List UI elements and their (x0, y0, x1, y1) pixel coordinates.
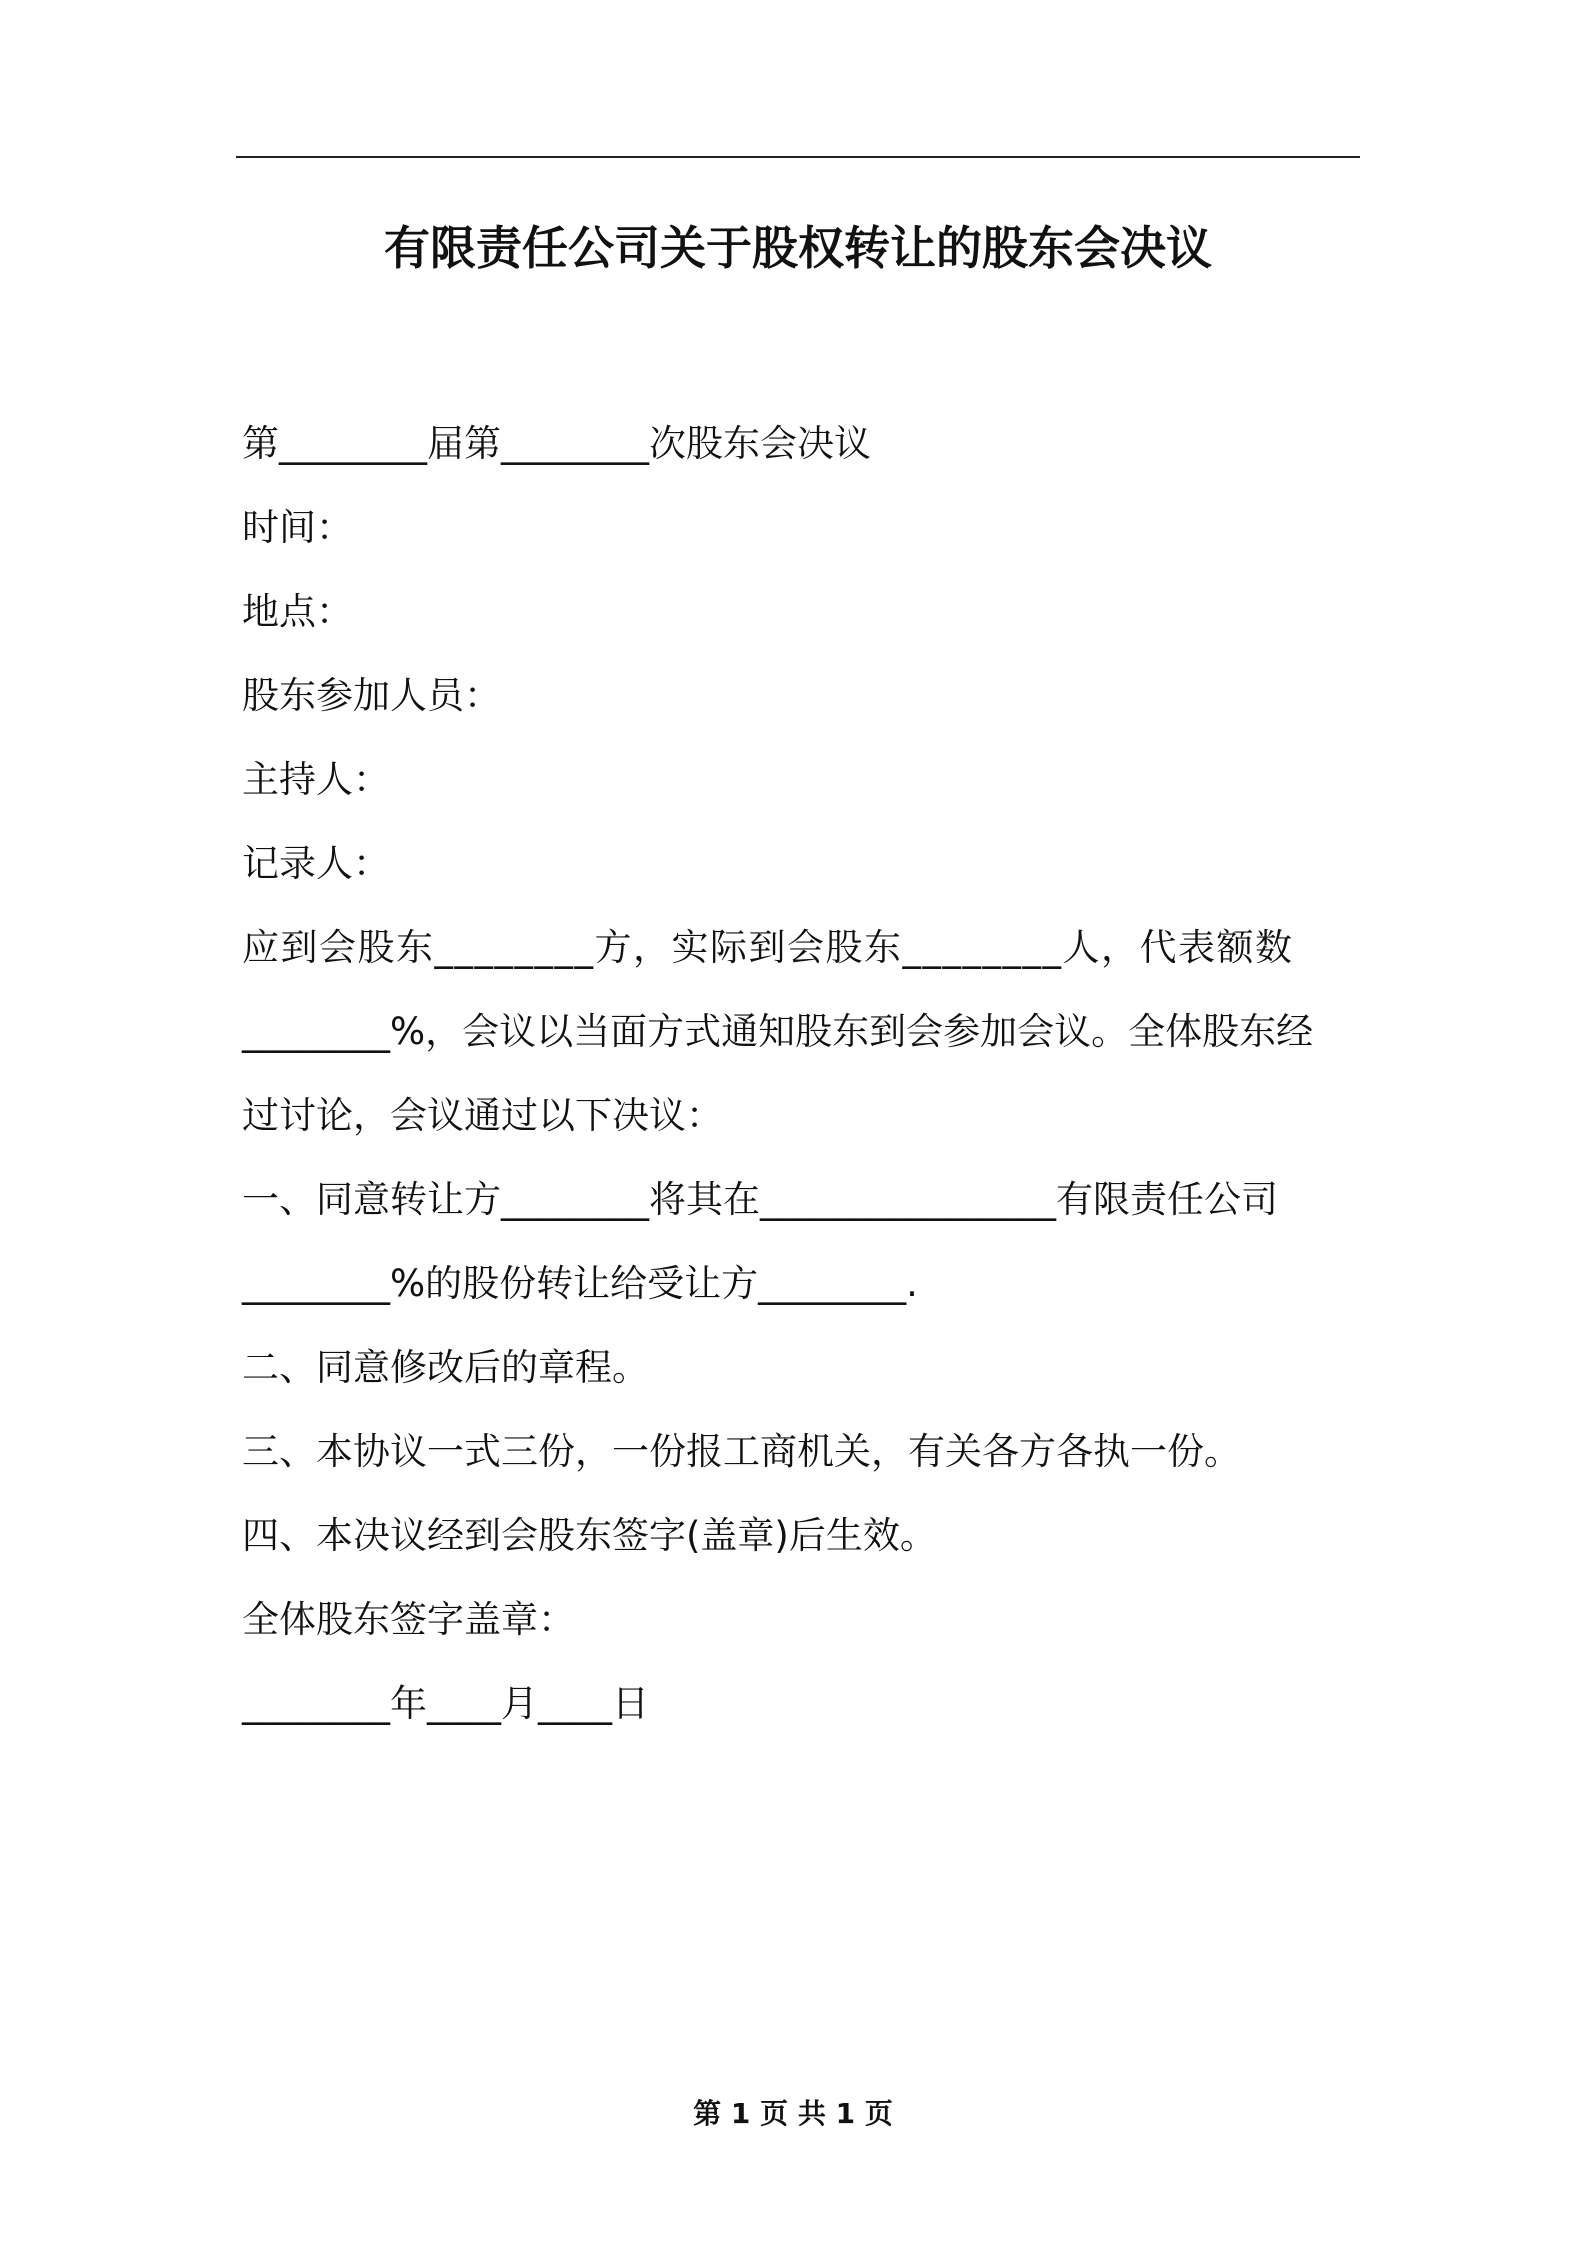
session-line: 第________届第________次股东会决议 (242, 422, 871, 465)
resolution-4: 四、本决议经到会股东签字(盖章)后生效。 (242, 1514, 937, 1557)
attendance-paragraph-line-3: 过讨论，会议通过以下决议： (242, 1094, 723, 1137)
resolution-3: 三、本协议一式三份，一份报工商机关，有关各方各执一份。 (242, 1430, 1241, 1473)
date-line: ________年____月____日 (242, 1682, 649, 1725)
resolution-1-line-1: 一、同意转让方________将其在________________有限责任公司 (242, 1178, 1278, 1221)
recorder-line: 记录人： (242, 842, 390, 885)
resolution-1-line-2: ________%的股份转让给受让方________. (242, 1262, 918, 1305)
resolution-2: 二、同意修改后的章程。 (242, 1346, 649, 1389)
document-body (242, 402, 1360, 1746)
attendance-paragraph-line-1: 应到会股东________方，实际到会股东________人，代表额数 (242, 926, 1294, 969)
time-line: 时间： (242, 506, 353, 549)
host-line: 主持人： (242, 758, 390, 801)
signature-line: 全体股东签字盖章： (242, 1598, 575, 1641)
attendees-line: 股东参加人员： (242, 674, 501, 717)
page-number-footer: 第 1 页 共 1 页 (693, 2097, 893, 2130)
location-line: 地点： (242, 590, 353, 633)
header-rule (236, 156, 1360, 158)
attendance-paragraph-line-2: ________%，会议以当面方式通知股东到会参加会议。全体股东经 (242, 1010, 1314, 1053)
document-title: 有限责任公司关于股权转让的股东会决议 (384, 221, 1212, 275)
